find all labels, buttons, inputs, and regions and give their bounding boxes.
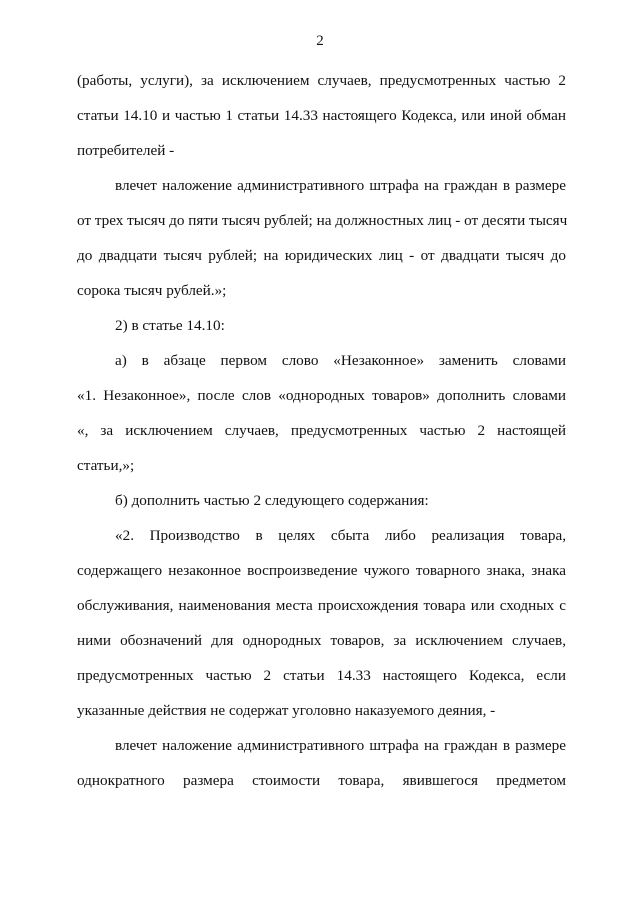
text-line: влечет наложение административного штрафа на граждан в размере xyxy=(115,737,566,754)
text-line: «1. Незаконное», после слов «однородных товаров» дополнить словами xyxy=(77,387,566,404)
text-line: «2. Производство в целях сбыта либо реализация товара, xyxy=(115,527,566,544)
text-line: а) в абзаце первом слово «Незаконное» заменить словами xyxy=(115,352,566,369)
text-line: потребителей - xyxy=(77,142,175,159)
text-line: указанные действия не содержат уголовно наказуемого деяния, - xyxy=(77,702,496,719)
text-line: статьи 14.10 и частью 1 статьи 14.33 настоящего Кодекса, или иной обман xyxy=(77,107,566,124)
text-line: содержащего незаконное воспроизведение чужого товарного знака, знака xyxy=(77,562,566,579)
text-line: (работы, услуги), за исключением случаев, предусмотренных частью 2 xyxy=(77,72,566,89)
text-line: 2) в статье 14.10: xyxy=(115,317,225,334)
text-line: обслуживания, наименования места происхождения товара или сходных с xyxy=(77,597,566,614)
text-line: предусмотренных частью 2 статьи 14.33 настоящего Кодекса, если xyxy=(77,667,566,684)
text-line: от трех тысяч до пяти тысяч рублей; на должностных лиц - от десяти тысяч xyxy=(77,212,568,229)
text-line: сорока тысяч рублей.»; xyxy=(77,282,227,299)
document-body xyxy=(77,63,566,798)
text-line: ними обозначений для однородных товаров, за исключением случаев, xyxy=(77,632,566,649)
text-line: однократного размера стоимости товара, явившегося предметом xyxy=(77,772,566,789)
text-line: статьи,»; xyxy=(77,457,135,474)
text-line: «, за исключением случаев, предусмотренных частью 2 настоящей xyxy=(77,422,566,439)
page-number: 2 xyxy=(316,33,324,49)
text-line: до двадцати тысяч рублей; на юридических лиц - от двадцати тысяч до xyxy=(77,247,566,264)
text-line: б) дополнить частью 2 следующего содержания: xyxy=(115,492,429,509)
text-line: влечет наложение административного штрафа на граждан в размере xyxy=(115,177,566,194)
